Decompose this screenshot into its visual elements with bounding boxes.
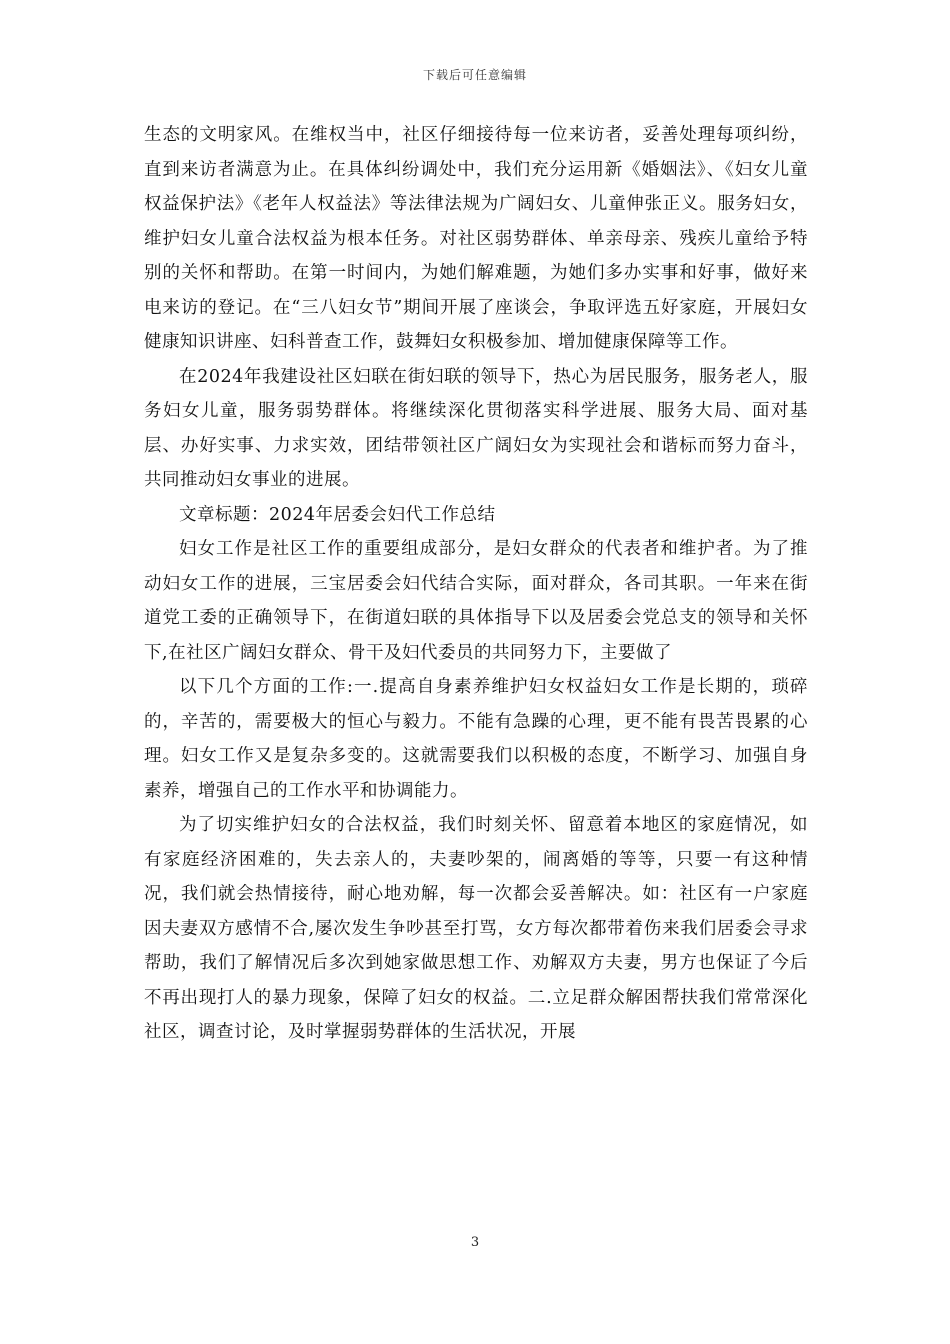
page-number: 3	[470, 1235, 480, 1250]
paragraph-2: 在2024年我建设社区妇联在街妇联的领导下，热心为居民服务，服务老人，服务妇女儿童，服务弱势群体。将继续深化贯彻落实科学进展、服务大局、面对基层、办好实事、力求实效，团结带领社区广阔妇女为实现社会和谐标而努力奋斗，共同推动妇女事业的进展。	[144, 366, 808, 490]
page-header: 下载后可任意编辑	[422, 68, 527, 82]
paragraph-5: 为了切实维护妇女的合法权益，我们时刻关怀、留意着本地区的家庭情况，如有家庭经济困难的，失去亲人的，夫妻吵架的，闹离婚的等等，只要一有这种情况，我们就会热情接待，耐心地劝解，每一次都会妥善解决。如：社区有一户家庭因夫妻双方感情不合,屡次发生争吵甚至打骂，女方每次都带着伤来我们居委会寻求帮助，我们了解情况后多次到她家做思想工作、劝解双方夫妻，男方也保证了今后不再出现打人的暴力现象，保障了妇女的权益。二.立足群众解困帮扶我们常常深化社区，调查讨论，及时掌握弱势群体的生活状况，开展	[144, 815, 808, 1042]
paragraph-3: 妇女工作是社区工作的重要组成部分，是妇女群众的代表者和维护者。为了推动妇女工作的进展，三宝居委会妇代结合实际，面对群众，各司其职。一年来在街道党工委的正确领导下，在街道妇联的具体指导下以及居委会党总支的领导和关怀下,在社区广阔妇女群众、骨干及妇代委员的共同努力下，主要做了	[144, 539, 808, 663]
paragraph-1: 生态的文明家风。在维权当中，社区仔细接待每一位来访者，妥善处理每项纠纷，直到来访者满意为止。在具体纠纷调处中，我们充分运用新《婚姻法》、《妇女儿童权益保护法》《老年人权益法》等法律法规为广阔妇女、儿童伸张正义。服务妇女，维护妇女儿童合法权益为根本任务。对社区弱势群体、单亲母亲、残疾儿童给予特别的关怀和帮助。在第一时间内，为她们解难题，为她们多办实事和好事，做好来电来访的登记。在“三八妇女节”期间开展了座谈会，争取评选五好家庭，开展妇女健康知识讲座、妇科普查工作，鼓舞妇女积极参加、增加健康保障等工作。	[144, 125, 808, 352]
document-body	[144, 118, 808, 1050]
article-title-line: 文章标题：2024年居委会妇代工作总结	[179, 504, 496, 525]
paragraph-4: 以下几个方面的工作:一.提高自身素养维护妇女权益妇女工作是长期的，琐碎的，辛苦的，需要极大的恒心与毅力。不能有急躁的心理，更不能有畏苦畏累的心理。妇女工作又是复杂多变的。这就需要我们以积极的态度，不断学习、加强自身素养，增强自己的工作水平和协调能力。	[144, 677, 808, 801]
